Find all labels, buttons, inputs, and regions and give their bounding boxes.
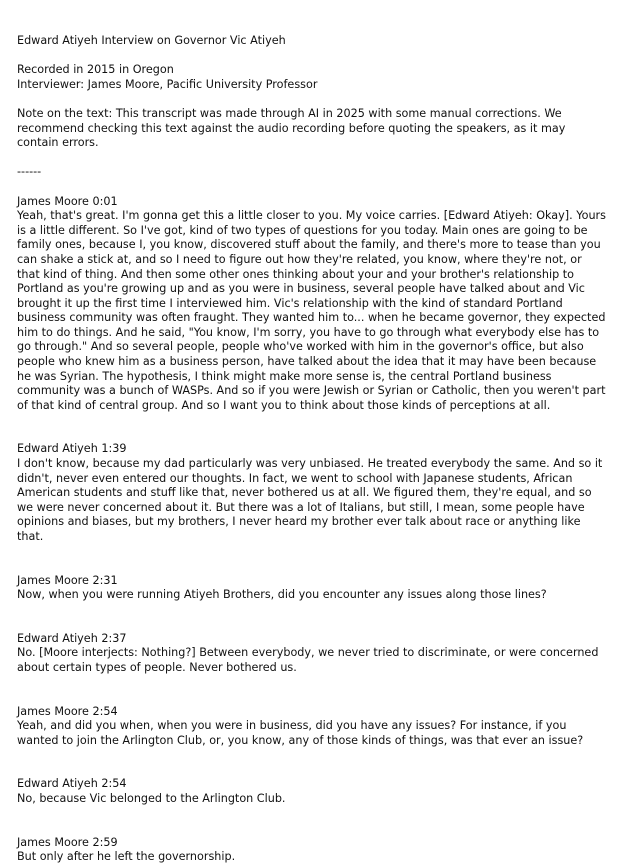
speaker-timestamp: Edward Atiyeh 1:39 [17, 442, 127, 456]
turn-text: Now, when you were running Atiyeh Brothers, did you encounter any issues along those lines? [17, 588, 547, 602]
turn [17, 836, 606, 865]
turn-text: I don't know, because my dad particularly was very unbiased. He treated everybody the same. And so it didn't, never even entered our thoughts. In fact, we went to school with Japanese students, African American students and stuff like that, never bothered us at all. We figured them, they're equal, and so we were never concerned about it. But there was a lot of Italians, but still, I mean, some people have opinions and biases, but my brothers, I never heard my brother ever talk about race or anything like that. [17, 457, 603, 543]
turn [17, 705, 606, 749]
speaker-timestamp: James Moore 2:59 [17, 835, 118, 849]
speaker-timestamp: Edward Atiyeh 2:54 [17, 777, 127, 791]
speaker-timestamp: James Moore 2:54 [17, 704, 118, 718]
interviewer-info: Interviewer: James Moore, Pacific University Professor [17, 77, 318, 91]
speaker-timestamp: James Moore 2:31 [17, 573, 118, 587]
turn [17, 195, 606, 414]
speaker-timestamp: James Moore 0:01 [17, 194, 118, 208]
recording-info: Recorded in 2015 in Oregon [17, 63, 174, 77]
speaker-timestamp: Edward Atiyeh 2:37 [17, 631, 127, 645]
turn-text: No. [Moore interjects: Nothing?] Between everybody, we never tried to discriminate, or were concerned about certain types of people. Never bothered us. [17, 646, 599, 674]
turn [17, 574, 606, 603]
turn [17, 632, 606, 676]
turn-text: Yeah, that's great. I'm gonna get this a little closer to you. My voice carries. [Edward Atiyeh: Okay]. Yours is a little different. So I've got, kind of two types of questions for you today. Main ones are going to be family ones, because I, you know, discovered stuff about the family, and there's more to tease than you can shake a stick at, and so I need to figure out how they're related, you know, where they're not, or that kind of thing. And then some other ones thinking about your and your brother's relationship to Portland as you're growing up and as you were in business, several people have talked about and Vic brought it up the first time I interviewed him. Vic's relationship with the kind of standard Portland business community was often fraught. They wanted him to... when he became governor, they expected him to do things. And he said, "You know, I'm sorry, you have to go through what everybody else has to go through." And so several people, people who've worked with him in the governor's office, but also people who knew him as a business person, have talked about the idea that it may have been because he was Syrian. The hypothesis, I think might make more sense is, the central Portland business community was a bunch of WASPs. And so if you were Jewish or Syrian or Catholic, then you weren't part of that kind of central group. And so I want you to think about those kinds of perceptions at all. [17, 209, 606, 412]
turn-text: But only after he left the governorship. [17, 850, 236, 864]
transcript-note: Note on the text: This transcript was made through AI in 2025 with some manual corrections. We recommend checking this text against the audio recording before quoting the speakers, as it may contain errors. [17, 106, 566, 150]
turn [17, 777, 606, 806]
turn [17, 442, 606, 544]
turn-text: No, because Vic belonged to the Arlington Club. [17, 791, 286, 805]
separator: ------ [17, 165, 42, 179]
turn-text: Yeah, and did you when, when you were in business, did you have any issues? For instance, if you wanted to join the Arlington Club, or, you know, any of those kinds of things, was that ever an issue? [17, 719, 584, 747]
document-title: Edward Atiyeh Interview on Governor Vic Atiyeh [17, 34, 286, 47]
